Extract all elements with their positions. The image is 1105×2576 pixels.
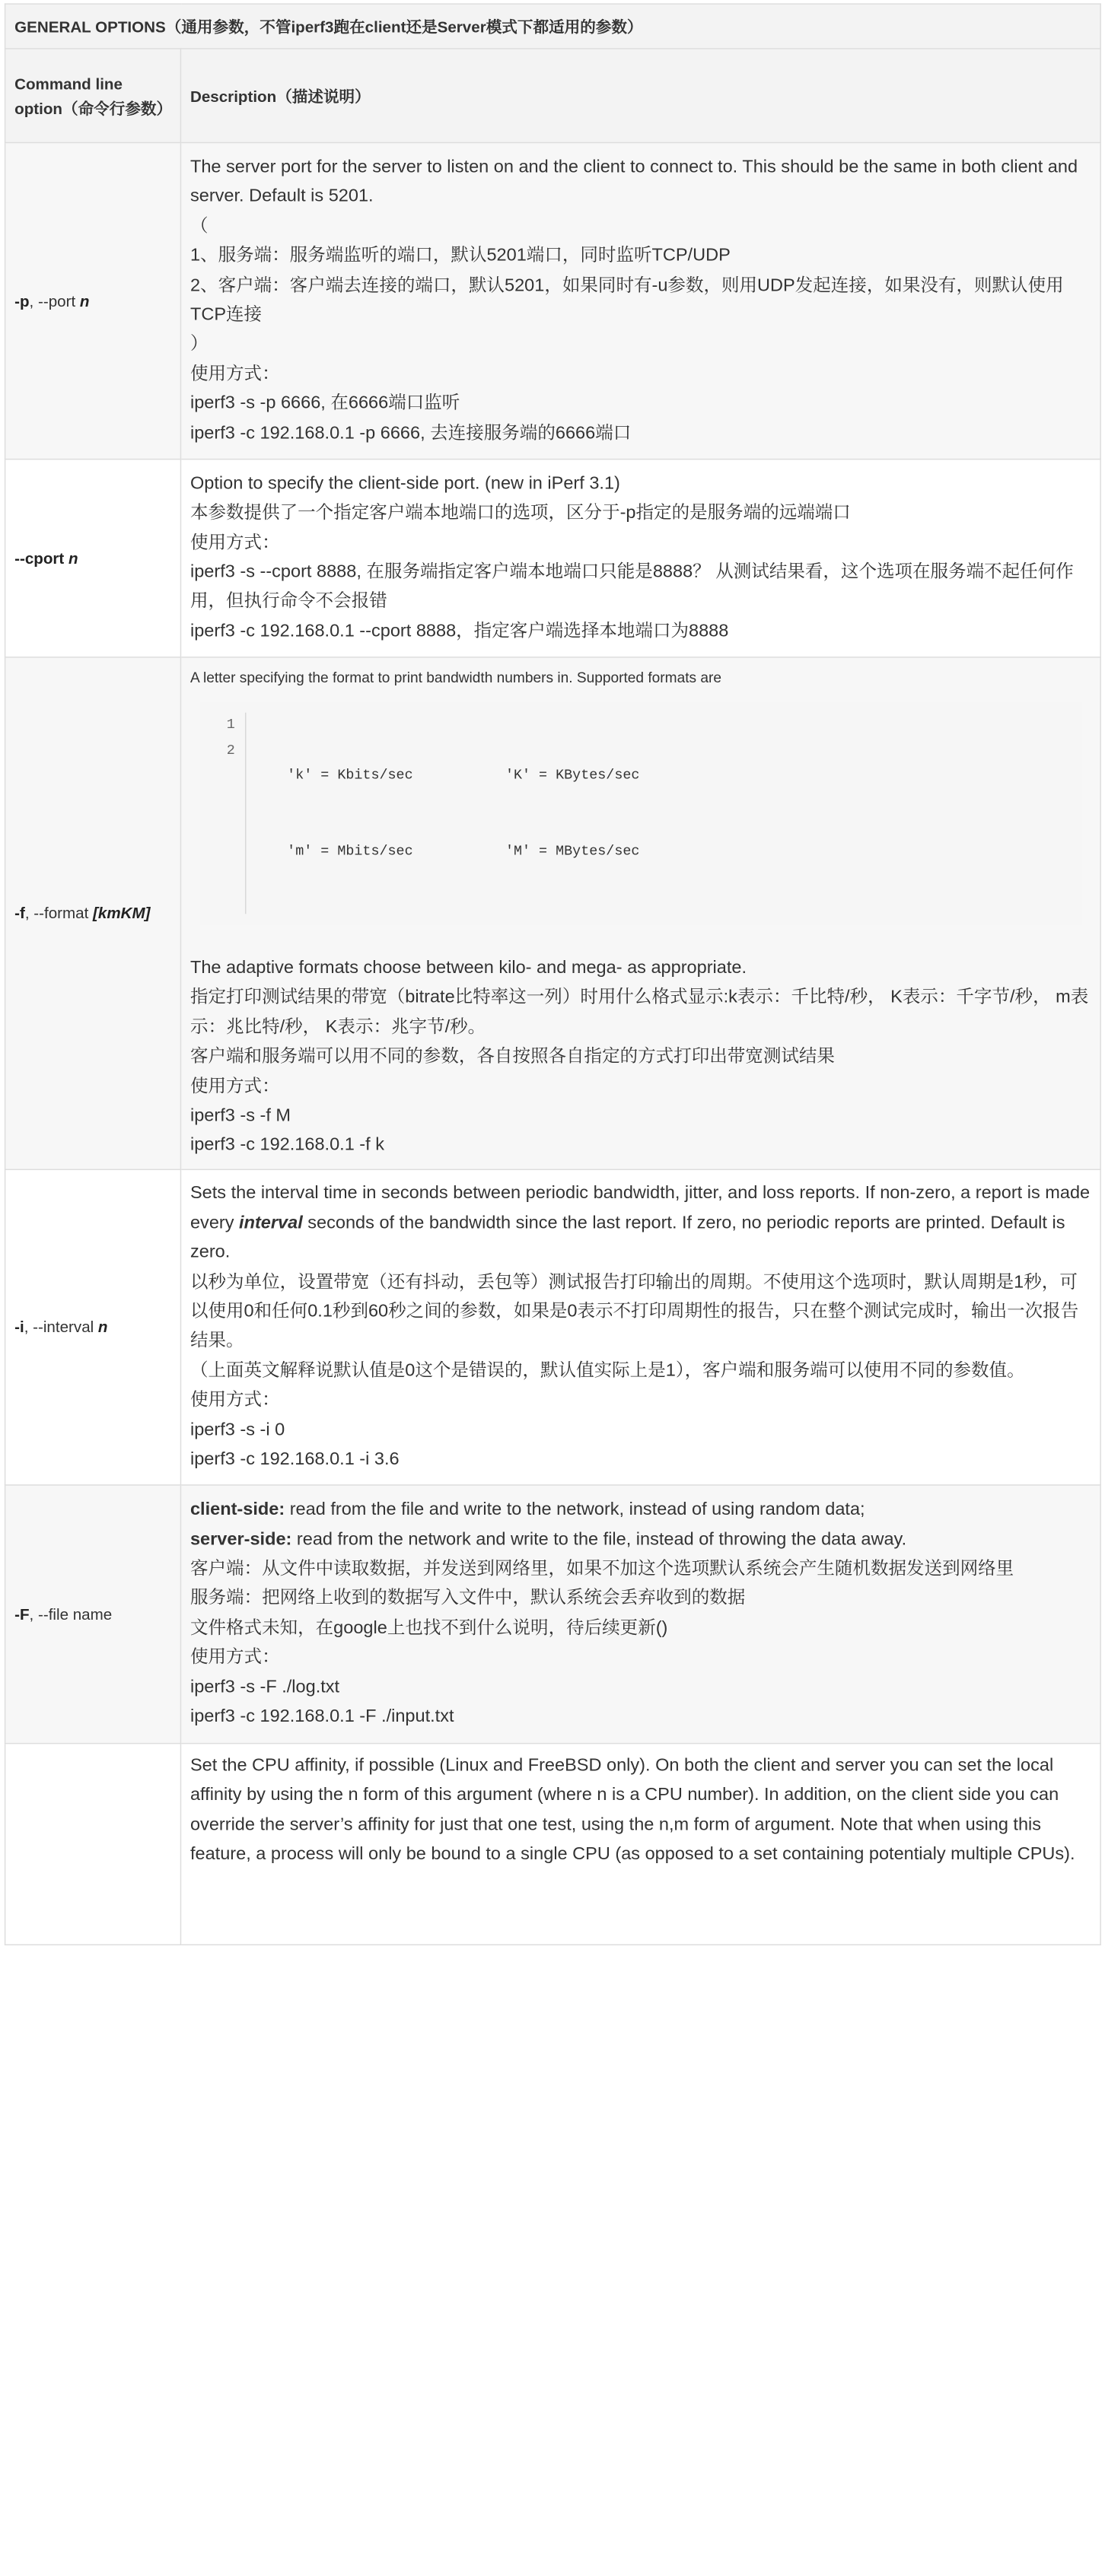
description-line: 服务端：把网络上收到的数据写入文件中，默认系统会丢弃收到的数据 xyxy=(189,1589,746,1608)
description-line: server-side: read from the network and write to the file, instead of throwing the data away. xyxy=(189,1529,907,1549)
option-cell: -F, --file name xyxy=(5,1485,181,1744)
description-line: 客户端：从文件中读取数据，并发送到网络里，如果不加这个选项默认系统会产生随机数据发送到网络里 xyxy=(189,1559,1014,1579)
table-title: GENERAL OPTIONS（通用参数，不管iperf3跑在client还是Server模式下都适用的参数） xyxy=(5,4,1101,49)
table-row xyxy=(5,1169,1101,1485)
description-line: 1、服务端：服务端监听的端口，默认5201端口，同时监听TCP/UDP xyxy=(189,246,731,266)
options-table xyxy=(5,3,1101,1945)
description-line: 使用方式： xyxy=(189,364,280,384)
description-line: iperf3 -s -f M xyxy=(189,1106,291,1126)
description-line: Sets the interval time in seconds between periodic bandwidth, jitter, and loss reports. If non-zero, a report is made every interval seconds of the bandwidth since the last report. If zero, no periodic reports are printed. Default is zero. xyxy=(189,1184,1091,1262)
table-row xyxy=(5,460,1101,657)
description-line: 使用方式： xyxy=(189,1077,280,1096)
description-line: iperf3 -c 192.168.0.1 --cport 8888，指定客户端选择本地端口为8888 xyxy=(189,622,729,641)
description-line: iperf3 -s --cport 8888, 在服务端指定客户端本地端口只能是8888？ 从测试结果看，这个选项在服务端不起任何作用，但执行命令不会报错 xyxy=(189,562,1074,612)
description-line: iperf3 -s -i 0 xyxy=(189,1420,285,1439)
description-line: 客户端和服务端可以用不同的参数，各自按照各自指定的方式打印出带宽测试结果 xyxy=(189,1047,835,1067)
description-line: client-side: read from the file and write to the network, instead of using random data; xyxy=(189,1500,865,1520)
description-line: 2、客户端：客户端去连接的端口，默认5201，如果同时有-u参数，则用UDP发起连接，如果没有，则默认使用TCP连接 xyxy=(189,275,1064,325)
description-cell xyxy=(180,657,1100,1169)
table-row xyxy=(5,657,1101,1169)
description-cell xyxy=(180,1743,1100,1945)
description-cell xyxy=(180,142,1100,459)
description-cell xyxy=(180,460,1100,657)
description-line: （ xyxy=(189,216,209,236)
table-row xyxy=(5,1743,1101,1945)
description-line: The adaptive formats choose between kilo- and mega- as appropriate. xyxy=(189,959,747,978)
option-cell: -i, --interval n xyxy=(5,1169,181,1485)
description-line: Option to specify the client-side port. (new in iPerf 3.1) xyxy=(189,474,620,494)
format-intro: A letter specifying the format to print bandwidth numbers in. Supported formats are xyxy=(189,669,722,686)
description-line: iperf3 -c 192.168.0.1 -F ./input.txt xyxy=(189,1706,454,1726)
description-cell xyxy=(180,1485,1100,1744)
column-header-description: Description（描述说明） xyxy=(180,49,1100,143)
description-line: 使用方式： xyxy=(189,533,280,552)
option-cell: --cport n xyxy=(5,460,181,657)
table-row xyxy=(5,142,1101,459)
table-row xyxy=(5,1485,1101,1744)
code-lines: 'k' = Kbits/sec 'K' = KBytes/sec 'm' = Mbits/sec 'M' = MBytes/sec xyxy=(262,767,640,859)
description-line: （上面英文解释说默认值是0这个是错误的，默认值实际上是1），客户端和服务端可以使用不同的参数值。 xyxy=(189,1361,1025,1381)
description-line: 使用方式： xyxy=(189,1648,280,1668)
description-line: Set the CPU affinity, if possible (Linux and FreeBSD only). On both the client and server you can set the local affinity by using the n form of this argument (where n is a CPU number). In addition, on the client side you can override the server’s affinity for just that one test, using the n,m form of argument. Note that when using this feature, a process will only be bound to a single CPU (as opposed to a set containing potentialy multiple CPUs). xyxy=(189,1756,1075,1864)
code-line-numbers: 1 2 xyxy=(200,713,246,914)
description-line: 指定打印测试结果的带宽（bitrate比特率这一列）时用什么格式显示:k表示：千比特/秒， K表示：千字节/秒， m表示：兆比特/秒， K表示：兆字节/秒。 xyxy=(189,987,1089,1037)
column-header-option: Command line option（命令行参数） xyxy=(5,49,181,143)
description-line: ） xyxy=(189,335,209,355)
code-block xyxy=(200,702,1082,925)
description-line: 以秒为单位，设置带宽（还有抖动，丢包等）测试报告打印输出的周期。不使用这个选项时，默认周期是1秒，可以使用0和任何0.1秒到60秒之间的参数，如果是0表示不打印周期性的报告，只在整个测试完成时，输出一次报告结果。 xyxy=(189,1272,1079,1351)
description-line: 本参数提供了一个指定客户端本地端口的选项，区分于-p指定的是服务端的远端端口 xyxy=(189,503,851,523)
option-cell xyxy=(5,1743,181,1945)
description-cell xyxy=(180,1169,1100,1485)
description-line: 文件格式未知，在google上也找不到什么说明，待后续更新() xyxy=(189,1618,668,1638)
description-line: iperf3 -c 192.168.0.1 -f k xyxy=(189,1136,384,1156)
option-cell: -p, --port n xyxy=(5,142,181,459)
description-line: iperf3 -s -F ./log.txt xyxy=(189,1678,340,1697)
description-line: iperf3 -c 192.168.0.1 -i 3.6 xyxy=(189,1449,400,1469)
description-line: 使用方式： xyxy=(189,1390,280,1410)
description-line: iperf3 -s -p 6666, 在6666端口监听 xyxy=(189,393,460,413)
description-line: iperf3 -c 192.168.0.1 -p 6666, 去连接服务端的6666端口 xyxy=(189,423,632,443)
description-line: The server port for the server to listen on and the client to connect to. This should be the same in both client and server. Default is 5201. xyxy=(189,157,1078,207)
option-cell: -f, --format [kmKM] xyxy=(5,657,181,1169)
